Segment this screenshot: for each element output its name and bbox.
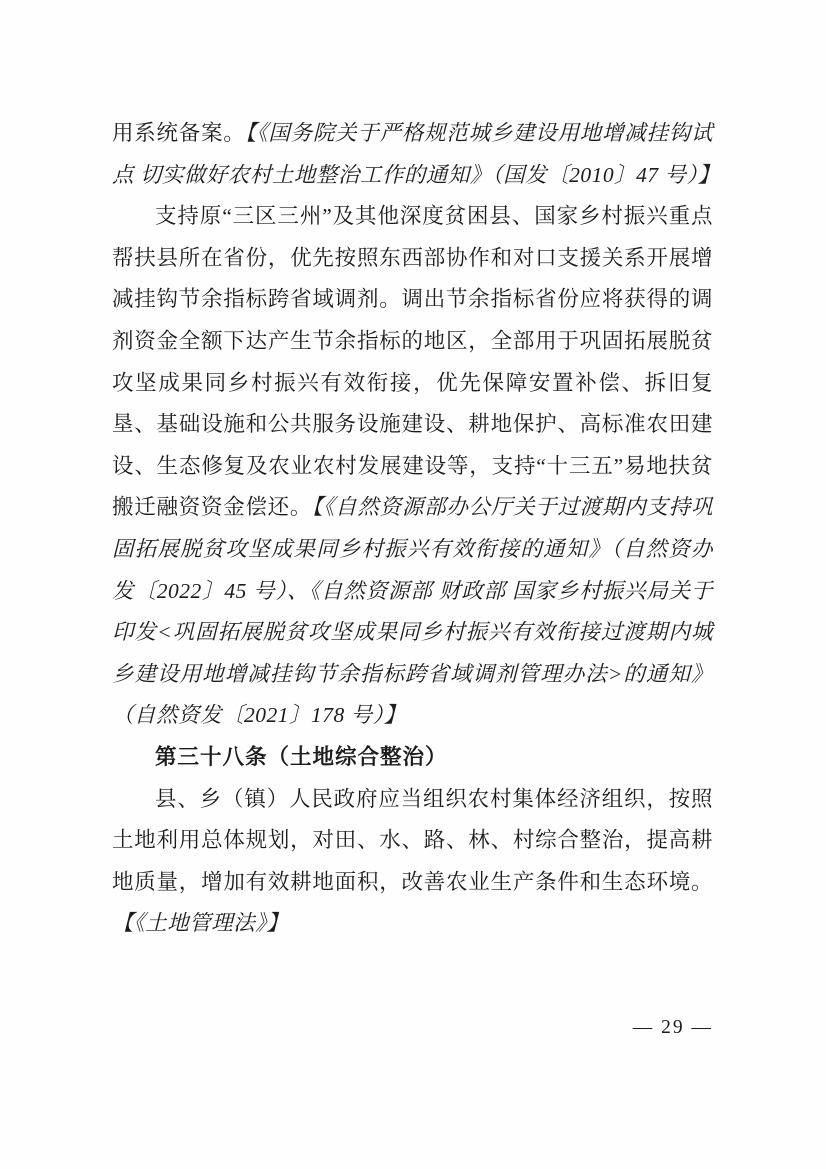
paragraph-support-policy	[112, 196, 713, 737]
paragraph-continued	[112, 113, 720, 196]
paragraph-article-38-body	[112, 779, 713, 945]
paragraph-article-38-heading	[112, 737, 713, 779]
citation-text: 【《国务院关于严格规范城乡建设用地增减挂钩试点 切实做好农村土地整治工作的通知》（国发〔2010〕47 号）】	[112, 121, 720, 187]
citation-text: 【《自然资源部办公厅关于过渡期内支持巩固拓展脱贫攻坚成果同乡村振兴有效衔接的通知》（自然资办发〔2022〕45 号）、《自然资源部 财政部 国家乡村振兴局关于印发<巩固拓展脱贫攻坚成果同乡村振兴有效衔接过渡期内城乡建设用地增减挂钩节余指标跨省域调剂管理办法>的通知》（自然资发〔2021〕178 号）】	[112, 495, 713, 728]
document-body	[112, 113, 720, 945]
body-text: 县、乡（镇）人民政府应当组织农村集体经济组织，按照土地利用总体规划，对田、水、路、林、村综合整治，提高耕地质量，增加有效耕地面积，改善农业生产条件和生态环境。	[112, 786, 713, 894]
page-number: — 29 —	[632, 1017, 713, 1038]
citation-text: 【《土地管理法》】	[112, 911, 289, 936]
body-text: 用系统备案。	[112, 121, 246, 145]
article-heading: 第三十八条（土地综合整治）	[155, 744, 448, 769]
body-text: 支持原“三区三州”及其他深度贫困县、国家乡村振兴重点帮扶县所在省份，优先按照东西部协作和对口支援关系开展增减挂钩节余指标跨省域调剂。调出节余指标省份应将获得的调剂资金全额下达产生节余指标的地区，全部用于巩固拓展脱贫攻坚成果同乡村振兴有效衔接，优先保障安置补偿、拆旧复垦、基础设施和公共服务设施建设、耕地保护、高标准农田建设、生态修复及农业农村发展建设等，支持“十三五”易地扶贫搬迁融资资金偿还。	[112, 204, 713, 520]
